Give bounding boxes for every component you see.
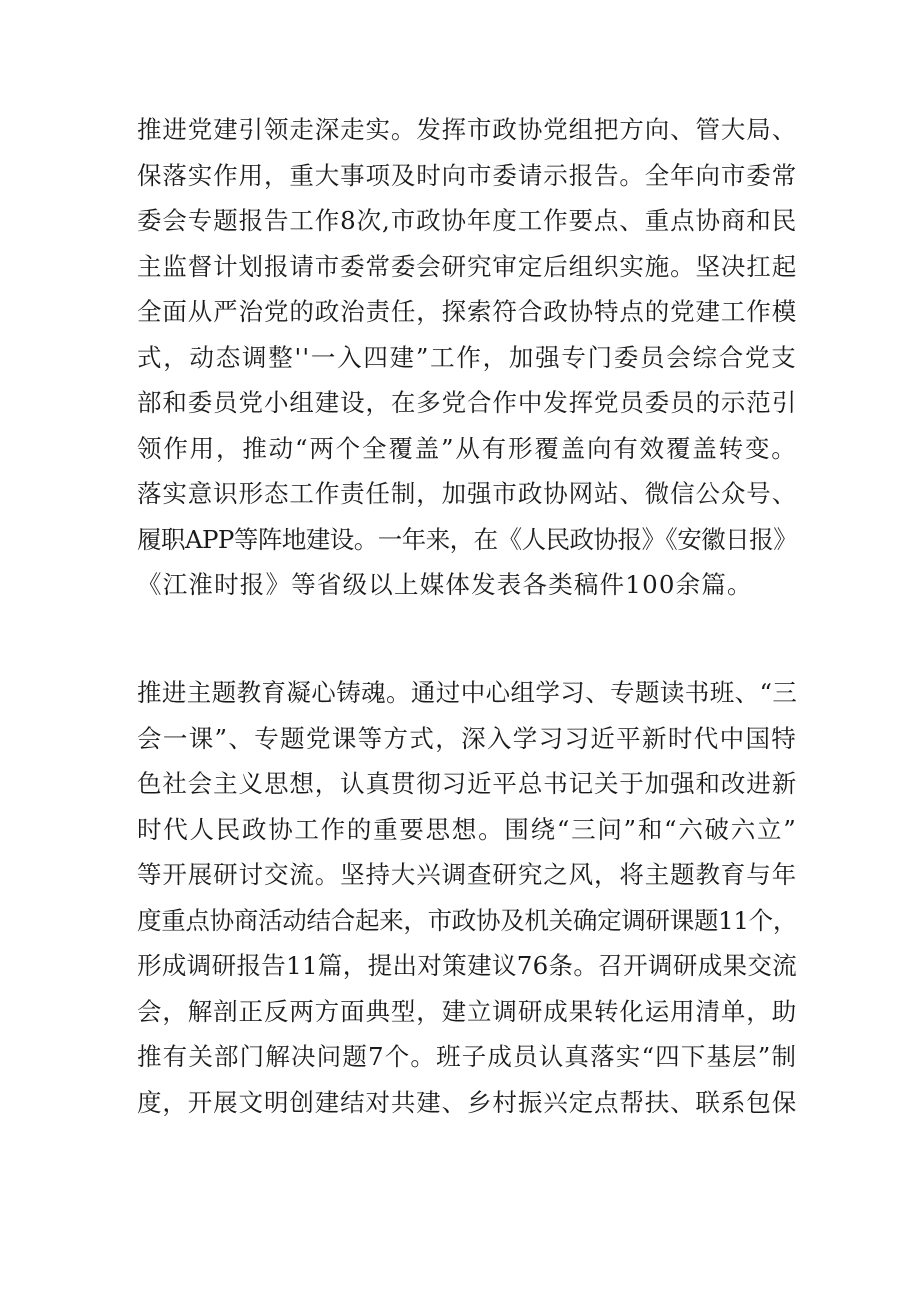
text-line: 部和委员党小组建设，在多党合作中发挥党员委员的示范引: [137, 388, 797, 417]
text-line: 领作用，推动“两个全覆盖”从有形覆盖向有效覆盖转变。: [137, 433, 797, 463]
text-line: 会，解剖正反两方面典型，建立调研成果转化运用清单，助: [137, 996, 797, 1026]
text-line: 色社会主义思想，认真贯彻习近平总书记关于加强和改进新: [137, 769, 797, 798]
text-line: 推有关部门解决问题7个。班子成员认真落实“四下基层”制: [137, 1042, 797, 1071]
text-line: 《江淮时报》等省级以上媒体发表各类稿件100余篇。: [137, 570, 753, 599]
text-line: 全面从严治党的政治责任，探索符合政协特点的党建工作模: [137, 297, 797, 326]
text-line: 推进主题教育凝心铸魂。通过中心组学习、专题读书班、“三: [137, 678, 798, 707]
text-line: 主监督计划报请市委常委会研究审定后组织实施。坚决扛起: [137, 251, 797, 281]
text-line: 履职APP等阵地建设。一年来，在《人民政协报》《安徽日报》: [137, 524, 797, 554]
text-line: 时代人民政协工作的重要思想。围绕“三问”和“六破六立”: [137, 814, 797, 844]
paragraph-party-building: [137, 107, 797, 608]
paragraph-theme-education: [137, 670, 797, 1125]
text-line: 委会专题报告工作8次,市政协年度工作要点、重点协商和民: [137, 206, 797, 235]
text-line: 会一课”、专题党课等方式，深入学习习近平新时代中国特: [137, 723, 797, 753]
text-line: 等开展研讨交流。坚持大兴调查研究之风，将主题教育与年: [137, 860, 797, 889]
text-line: 形成调研报告11篇，提出对策建议76条。召开调研成果交流: [137, 951, 797, 980]
text-line: 保落实作用，重大事项及时向市委请示报告。全年向市委常: [137, 160, 797, 190]
text-line: 度重点协商活动结合起来，市政协及机关确定调研课题11个，: [137, 905, 797, 935]
text-line: 落实意识形态工作责任制，加强市政协网站、微信公众号、: [137, 479, 797, 508]
text-line: 度，开展文明创建结对共建、乡村振兴定点帮扶、联系包保: [137, 1087, 797, 1117]
text-line: 推进党建引领走深走实。发挥市政协党组把方向、管大局、: [137, 115, 797, 144]
text-line: 式，动态调整''一入四建”工作，加强专门委员会综合党支: [137, 342, 797, 372]
